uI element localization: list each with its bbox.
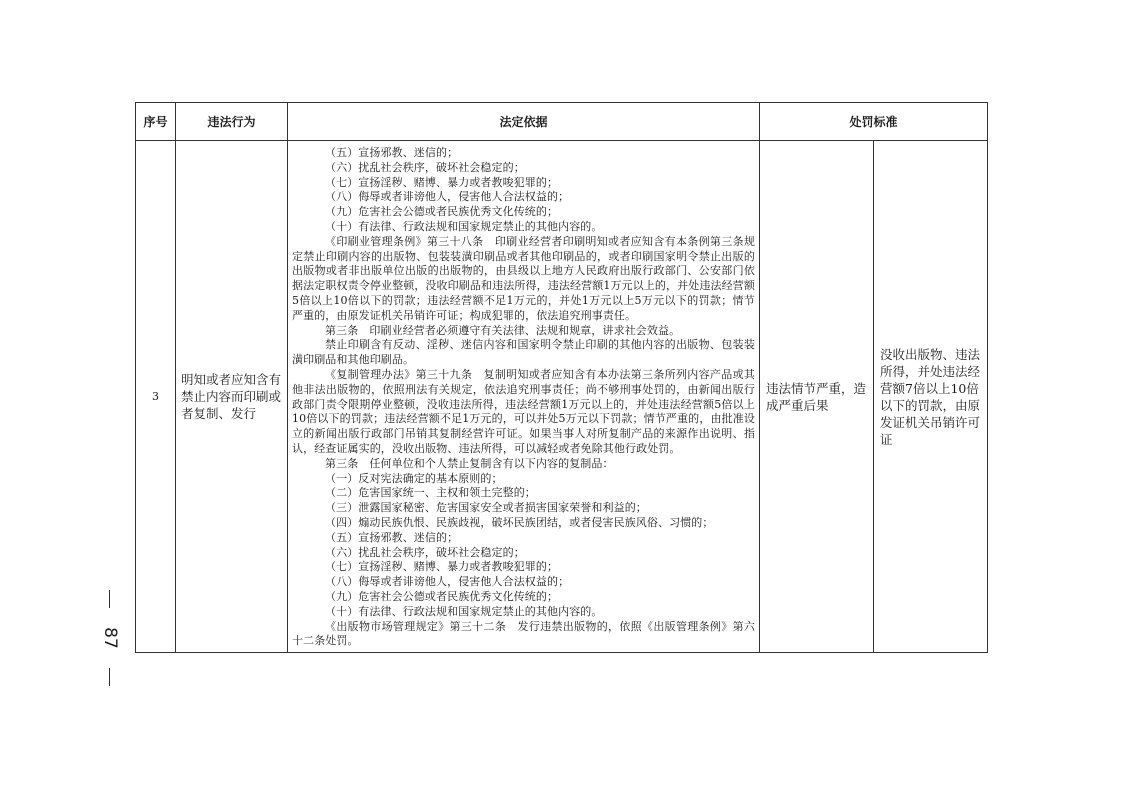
basis-paragraph: 《复制管理办法》第三十九条 复制明知或者应知含有本办法第三条所列内容产品或其他非法出版物的，依照刑法有关规定，依法追究刑事责任；尚不够刑事处罚的，由新闻出版行政部门责令限期停业整顿，没收违法所得，违法经营额1万元以上的，并处违法经营额5倍以上10倍以下的罚款；违法经营额不足1万元的，可以并处5万元以下罚款；情节严重的，由批准设立的新闻出版行政部门吊销其复制经营许可证。如果当事人对所复制产品的来源作出说明、指认，经查证属实的，没收出版物、违法所得，可以减轻或者免除其他行政处罚。: [292, 367, 755, 455]
basis-paragraph: （二）危害国家统一、主权和领土完整的；: [325, 486, 536, 500]
header-behavior: 违法行为: [176, 103, 288, 141]
basis-paragraph: （八）侮辱或者诽谤他人，侵害他人合法权益的；: [325, 575, 570, 589]
cell-basis: [288, 141, 760, 653]
penalty-table: [135, 102, 988, 653]
cell-seq: 3: [136, 141, 176, 653]
basis-paragraph: （八）侮辱或者诽谤他人，侵害他人合法权益的；: [325, 190, 570, 204]
header-seq: 序号: [136, 103, 176, 141]
cell-penalty-standard: 没收出版物、违法所得，并处违法经营额7倍以上10倍以下的罚款，由原发证机关吊销许可证: [874, 141, 988, 653]
page-number-text: 87: [100, 627, 120, 649]
basis-paragraph: 《出版物市场管理规定》第三十二条 发行违禁出版物的，依照《出版管理条例》第六十二条处罚。: [292, 619, 755, 648]
basis-paragraph: （五）宣扬邪教、迷信的；: [325, 530, 459, 544]
basis-paragraph: （九）危害社会公德或者民族优秀文化传统的；: [325, 589, 559, 603]
cell-circumstance: 违法情节严重，造成严重后果: [760, 141, 874, 653]
basis-paragraph: 第三条 任何单位和个人禁止复制含有以下内容的复制品：: [325, 456, 614, 470]
basis-paragraph: （六）扰乱社会秩序，破坏社会稳定的；: [325, 545, 525, 559]
basis-paragraph: 禁止印刷含有反动、淫秽、迷信内容和国家明令禁止印刷的其他内容的出版物、包装装潢印刷品和其他印刷品。: [292, 338, 755, 367]
page-number: [96, 590, 124, 690]
header-penalty: 处罚标准: [760, 103, 988, 141]
header-basis: 法定依据: [288, 103, 760, 141]
basis-text-block: [292, 146, 755, 649]
page-number-dash-top: [109, 590, 110, 608]
basis-paragraph: （七）宣扬淫秽、赌博、暴力或者教唆犯罪的；: [325, 175, 559, 189]
table-row: [136, 141, 988, 653]
basis-paragraph: （十）有法律、行政法规和国家规定禁止的其他内容的。: [325, 604, 603, 618]
basis-paragraph: （十）有法律、行政法规和国家规定禁止的其他内容的。: [325, 219, 603, 233]
cell-behavior: 明知或者应知含有禁止内容而印刷或者复制、发行: [176, 141, 288, 653]
table-header-row: [136, 103, 988, 141]
basis-paragraph: 第三条 印刷业经营者必须遵守有关法律、法规和规章，讲求社会效益。: [325, 323, 681, 337]
basis-paragraph: （六）扰乱社会秩序，破坏社会稳定的；: [325, 160, 525, 174]
basis-paragraph: （三）泄露国家秘密、危害国家安全或者损害国家荣誉和利益的；: [325, 501, 647, 515]
page-number-dash-bottom: [109, 668, 110, 686]
basis-paragraph: （七）宣扬淫秽、赌博、暴力或者教唆犯罪的；: [325, 560, 559, 574]
basis-paragraph: （四）煽动民族仇恨、民族歧视，破坏民族团结，或者侵害民族风俗、习惯的；: [325, 515, 714, 529]
basis-paragraph: （一）反对宪法确定的基本原则的；: [325, 471, 503, 485]
basis-paragraph: （九）危害社会公德或者民族优秀文化传统的；: [325, 205, 559, 219]
basis-paragraph: 《印刷业管理条例》第三十八条 印刷业经营者印刷明知或者应知含有本条例第三条规定禁止印刷内容的出版物、包装装潢印刷品或者其他印刷品的，或者印刷国家明令禁止出版的出版物或者非出版单位出版的出版物的，由县级以上地方人民政府出版行政部门、公安部门依据法定职权责令停业整顿，没收印刷品和违法所得，违法经营额1万元以上的，并处违法经营额5倍以上10倍以下的罚款；违法经营额不足1万元的，并处1万元以上5万元以下的罚款；情节严重的，由原发证机关吊销许可证；构成犯罪的，依法追究刑事责任。: [292, 234, 755, 322]
basis-paragraph: （五）宣扬邪教、迷信的；: [325, 146, 459, 159]
